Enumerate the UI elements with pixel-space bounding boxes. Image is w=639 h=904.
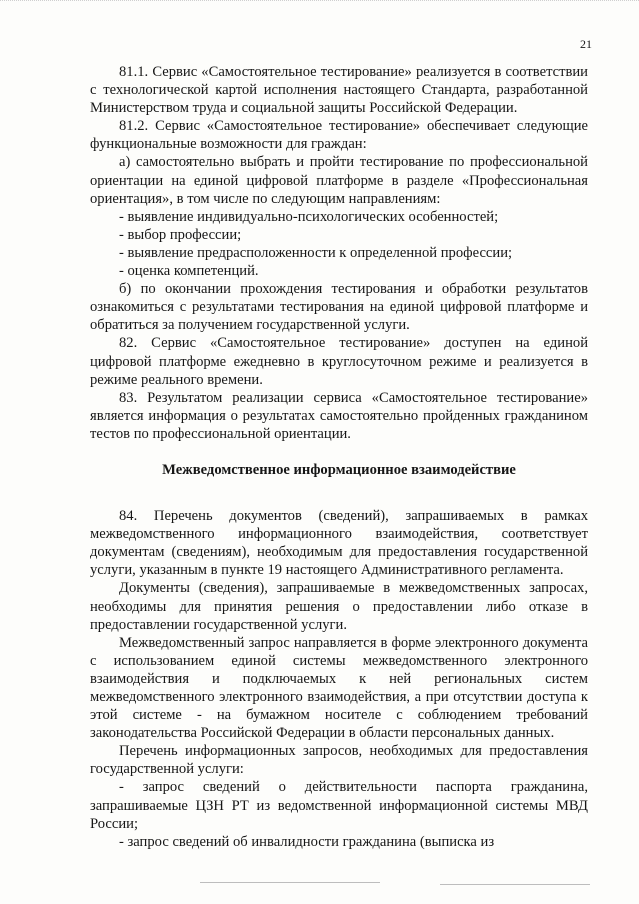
paragraph-request-list: Перечень информационных запросов, необходимых для предоставления государственной услуги: <box>90 743 588 778</box>
paragraph-83: 83. Результатом реализации сервиса «Самостоятельное тестирование» является информация о результатах самостоятельно пройденных гражданином тестов по профессиональной ориентации. <box>90 389 588 442</box>
paragraph-81-1: 81.1. Сервис «Самостоятельное тестирование» реализуется в соответствии с технологической картой исполнения настоящего Стандарта, разработанной Министерством труда и социальной защиты Российской Федерации. <box>90 64 588 117</box>
paragraph-documents: Документы (сведения), запрашиваемые в межведомственных запросах, необходимы для принятия решения о предоставлении либо отказе в предоставлении государственной услуги. <box>90 580 588 633</box>
list-item-2: - выбор профессии; <box>119 226 242 243</box>
paragraph-81-2: 81.2. Сервис «Самостоятельное тестирование» обеспечивает следующие функциональные возможности для граждан: <box>90 118 588 153</box>
document-body <box>90 63 588 851</box>
paragraph-request: Межведомственный запрос направляется в форме электронного документа с использованием единой системы межведомственного электронного взаимодействия и подключаемых к ней региональных систем межведомственного электронного взаимодействия, а при отсутствии доступа к этой системе - на бумажном носителе с соблюдением требований законодательства Российской Федерации в области персональных данных. <box>90 634 588 742</box>
page-number: 21 <box>580 37 592 51</box>
scan-artifact-line <box>440 884 590 885</box>
list-item-1: - выявление индивидуально-психологических особенностей; <box>119 208 499 225</box>
scan-edge-top <box>0 0 639 4</box>
paragraph-81-2-b: б) по окончании прохождения тестирования и обработки результатов ознакомиться с результатами тестирования на единой цифровой платформе и обратиться за получением государственной услуги. <box>90 281 588 334</box>
list-item-4: - оценка компетенций. <box>119 263 259 280</box>
paragraph-81-2-a: а) самостоятельно выбрать и пройти тестирование по профессиональной ориентации на единой цифровой платформе в разделе «Профессиональная ориентация», в том числе по следующим направлениям: <box>90 154 588 207</box>
section-heading: Межведомственное информационное взаимодействие <box>162 461 516 478</box>
list-item-3: - выявление предрасположенности к определенной профессии; <box>119 244 513 261</box>
paragraph-84: 84. Перечень документов (сведений), запрашиваемых в рамках межведомственного информационного взаимодействия, соответствует документам (сведениям), необходимым для предоставления государственной услуги, указанным в пункте 19 настоящего Административного регламента. <box>90 508 588 579</box>
paragraph-82: 82. Сервис «Самостоятельное тестирование» доступен на единой цифровой платформе ежедневно в круглосуточном режиме и реализуется в режиме реального времени. <box>90 335 588 388</box>
scan-artifact-line <box>200 882 380 883</box>
list-item-passport: - запрос сведений о действительности паспорта гражданина, запрашиваемые ЦЗН РТ из ведомственной информационной системы МВД России; <box>90 779 588 832</box>
list-item-disability: - запрос сведений об инвалидности гражданина (выписка из <box>119 833 495 850</box>
